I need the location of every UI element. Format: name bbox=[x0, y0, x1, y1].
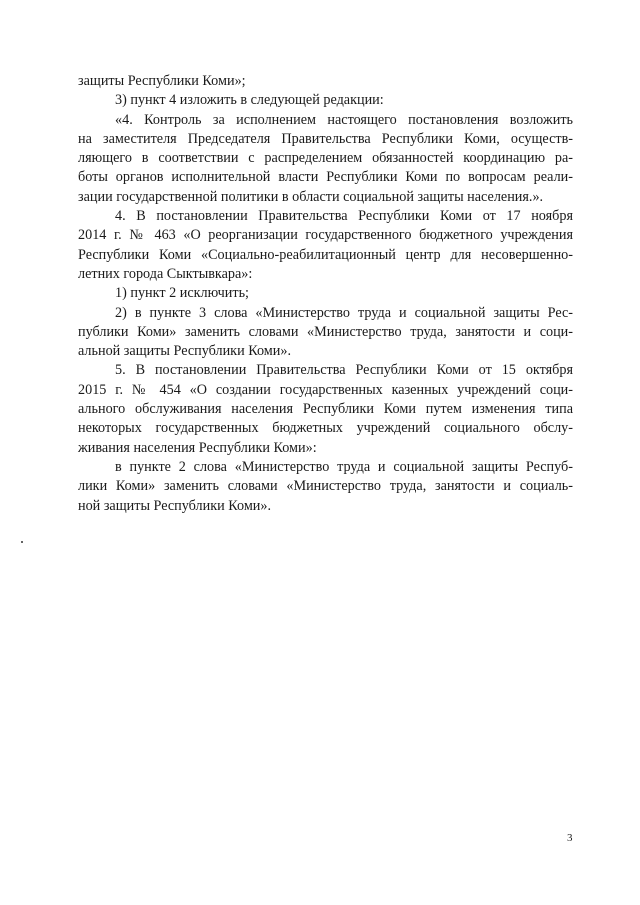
text-line: 3) пункт 4 изложить в следующей редакции: bbox=[115, 92, 384, 109]
text-line: ной защиты Республики Коми». bbox=[78, 497, 272, 514]
text-line: альной защиты Республики Коми». bbox=[78, 343, 292, 360]
text-line: на заместителя Председателя Правительства Республики Коми, осуществ- bbox=[78, 130, 573, 147]
text-line: 5. В постановлении Правительства Республики Коми от 15 октября bbox=[115, 362, 573, 379]
text-line: 1) пункт 2 исключить; bbox=[115, 285, 249, 302]
page-number: 3 bbox=[567, 832, 573, 844]
text-line: «4. Контроль за исполнением настоящего постановления возложить bbox=[115, 111, 573, 128]
text-line: защиты Республики Коми»; bbox=[78, 73, 246, 89]
text-line: живания населения Республики Коми»: bbox=[78, 439, 317, 456]
text-line: Республики Коми «Социально-реабилитационный центр для несовершенно- bbox=[78, 246, 573, 263]
text-line: боты органов исполнительной власти Республики Коми по вопросам реали- bbox=[78, 169, 573, 186]
text-line: 2015 г. № 454 «О создании государственных казенных учреждений соци- bbox=[78, 381, 573, 398]
text-line: ляющего в соответствии с распределением обязанностей координацию ра- bbox=[78, 150, 573, 167]
text-line: 4. В постановлении Правительства Республики Коми от 17 ноября bbox=[115, 208, 573, 225]
text-line: летних города Сыктывкара»: bbox=[78, 265, 253, 282]
text-line: публики Коми» заменить словами «Министерство труда, занятости и соци- bbox=[78, 323, 573, 340]
document-body bbox=[78, 72, 573, 516]
text-line: лики Коми» заменить словами «Министерство труда, занятости и социаль- bbox=[78, 478, 573, 495]
text-line: зации государственной политики в области социальной защиты населения.». bbox=[78, 188, 544, 205]
text-line: некоторых государственных бюджетных учреждений социального обслу- bbox=[78, 420, 573, 437]
scan-speck bbox=[21, 541, 23, 543]
text-line: 2014 г. № 463 «О реорганизации государственного бюджетного учреждения bbox=[78, 227, 573, 244]
text-line: в пункте 2 слова «Министерство труда и социальной защиты Респуб- bbox=[115, 458, 573, 475]
text-line: 2) в пункте 3 слова «Министерство труда и социальной защиты Рес- bbox=[115, 304, 573, 321]
text-line: ального обслуживания населения Республики Коми путем изменения типа bbox=[78, 401, 573, 418]
